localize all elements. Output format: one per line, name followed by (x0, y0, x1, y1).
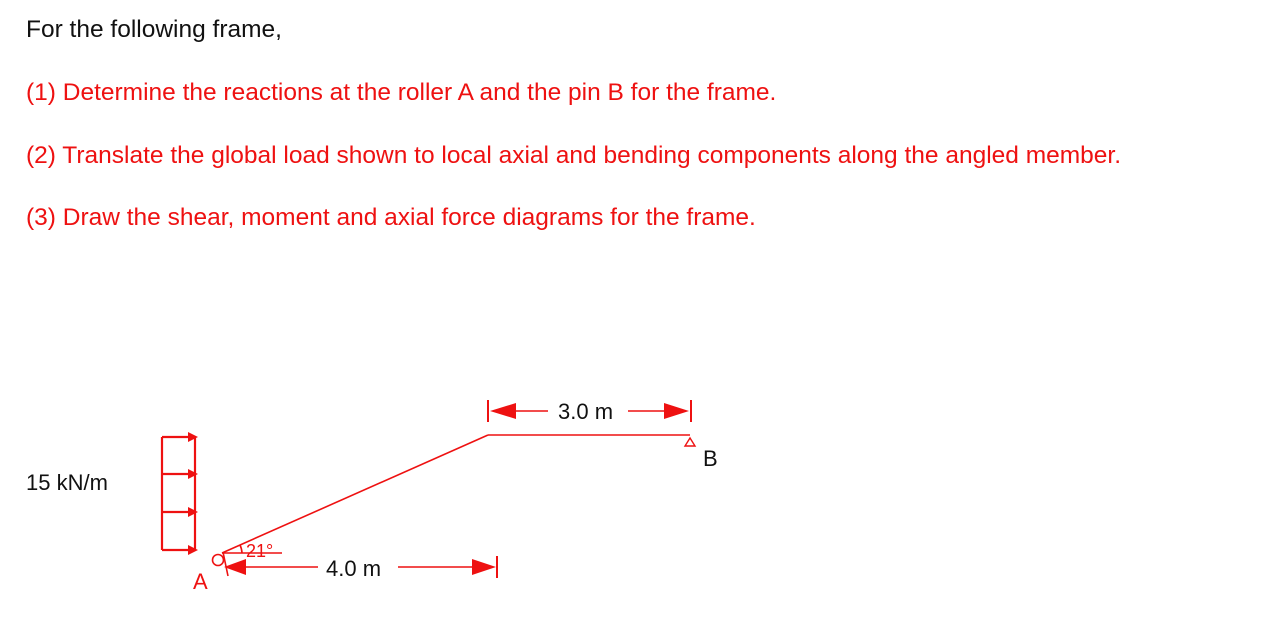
roller-support-a (213, 552, 229, 576)
load-arrow (162, 432, 198, 442)
problem-intro: For the following frame, (26, 16, 282, 43)
dimension-bottom-label: 4.0 m (326, 556, 382, 581)
support-b-label: B (703, 446, 718, 471)
load-label: 15 kN/m (26, 470, 108, 495)
support-a-label: A (193, 569, 208, 594)
load-arrow (162, 545, 198, 555)
question-3: (3) Draw the shear, moment and axial force diagrams for the frame. (26, 204, 756, 231)
question-2: (2) Translate the global load shown to local axial and bending components along the angled member. (26, 142, 1122, 169)
load-arrow (162, 507, 198, 517)
angle-label: 21° (246, 541, 274, 561)
angled-member (222, 435, 488, 553)
dimension-top (488, 399, 691, 424)
distributed-load (162, 432, 198, 555)
load-arrow (162, 469, 198, 479)
question-1: (1) Determine the reactions at the roller A and the pin B for the frame. (26, 79, 777, 106)
dimension-top-label: 3.0 m (558, 399, 614, 424)
pin-support-b (685, 438, 695, 446)
